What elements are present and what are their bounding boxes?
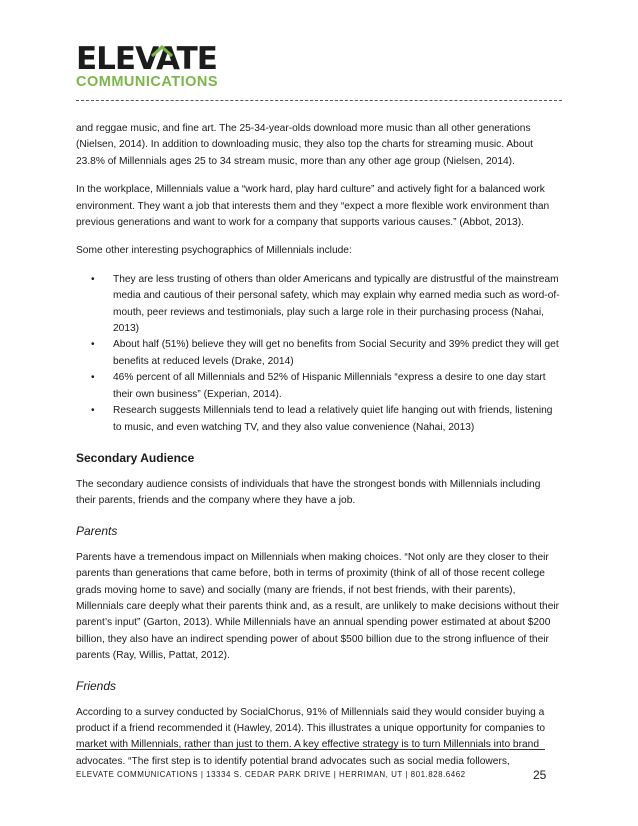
list-item: • About half (51%) believe they will get no benefits from Social Security and 39% predict they will get benefits at reduced levels (Drake, 2014) [113, 337, 560, 370]
list-item: • 46% percent of all Millennials and 52% of Hispanic Millennials “express a desire to one day start their own business” (Experian, 2014). [113, 370, 560, 403]
logo-arrow-icon [150, 45, 174, 57]
psychographics-list [76, 272, 560, 436]
document-body [76, 121, 560, 782]
paragraph-parents: Parents have a tremendous impact on Millennials when making choices. “Not only are they closer to their parents than generations that came before, both in terms of proximity (think of all of those recent college grads moving home to save) and socially (many are friends, if not best friends, with their parents), Millennials care deeply what their parents think and, as a result, are unlikely to make decisions without their parent’s input” (Garton, 2013). While Millennials have an annual spending power estimated at about $200 billion, they also have an indirect spending power of about $500 billion due to the strong influence of their parents (Ray, Willis, Pattat, 2012). [76, 551, 560, 662]
paragraph-workplace: In the workplace, Millennials value a “work hard, play hard culture” and actively fight for a balanced work environment. They want a job that interests them and they “expect a more flexible work environment than previous generations and want to work for a company that supports various causes.” (Abbot, 2013). [76, 184, 550, 229]
heading-parents: Parents [76, 523, 118, 538]
paragraph-music: and reggae music, and fine art. The 25-34-year-olds download more music than all other generations (Nielsen, 2014). In addition to downloading music, they also top the charts for streaming music. About 23.8% of Millennials ages 25 to 34 stream music, more than any other age group (Nielsen, 2014). [76, 123, 533, 167]
footer-contact: ELEVATE COMMUNICATIONS | 13334 S. CEDAR PARK DRIVE | HERRIMAN, UT | 801.828.6462 [76, 770, 466, 779]
paragraph-secondary-audience: The secondary audience consists of individuals that have the strongest bonds with Millennials including their parents, friends and the company where they have a job. [76, 478, 541, 507]
page-number: 25 [533, 768, 547, 782]
list-item: • Research suggests Millennials tend to lead a relatively quiet life hanging out with friends, listening to music, and even watching TV, and they also value convenience (Nahai, 2013) [113, 403, 560, 436]
logo-wordmark: ELEVATE [76, 41, 217, 77]
paragraph-friends: According to a survey conducted by SocialChorus, 91% of Millennials said they would consider buying a product if a friend recommended it (Hawley, 2014). This illustrates a unique opportunity for companies to market with Millennials, rather than just to them. A key effective strategy is to turn Millennials into brand advocates. “The first step is to identify potential brand advocates such as social media followers, [76, 706, 546, 767]
header-divider [76, 100, 562, 101]
paragraph-psychographics-intro: Some other interesting psychographics of Millennials include: [76, 245, 352, 257]
list-item: • They are less trusting of others than older Americans and typically are distrustful of the mainstream media and cautious of their personal safety, which may explain why earned media such as word-of-mouth, peer reviews and testimonials, play such a large role in their purchasing process (Nahai, 2013) [113, 272, 560, 338]
heading-friends: Friends [76, 678, 117, 693]
logo-subtitle: COMMUNICATIONS [76, 74, 219, 90]
footer-divider [76, 749, 545, 750]
heading-secondary-audience: Secondary Audience [76, 450, 195, 465]
company-logo [76, 41, 219, 96]
